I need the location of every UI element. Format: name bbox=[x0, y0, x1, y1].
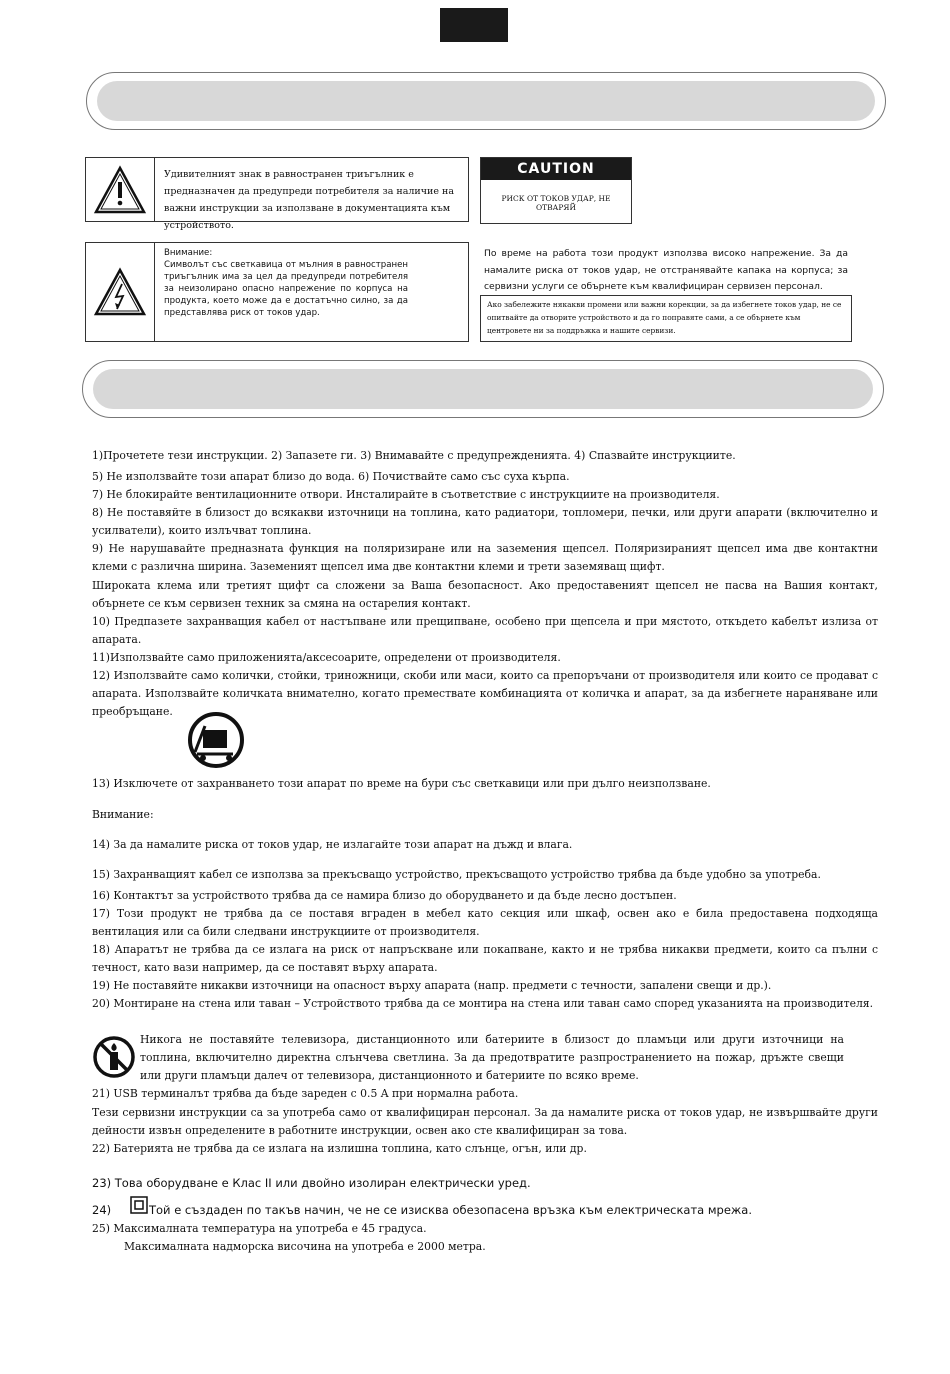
instruction-15: 15) Захранващият кабел се използва за прекъсващо устройство, прекъсващото устройство трябва да бъде удобно за употреба. bbox=[92, 868, 821, 881]
caution-label: CAUTION bbox=[481, 158, 631, 180]
section-banner-1 bbox=[86, 72, 886, 130]
instruction-19: 19) Не поставяйте никакви източници на опасност върху апарата (напр. предмети с течности, запалени свещи и др.). bbox=[92, 979, 772, 992]
instruction-25: 25) Максималната температура на употреба е 45 градуса. bbox=[92, 1222, 427, 1235]
instruction-9: 9) Не нарушавайте предназната функция на поляризиране или на заземения щепсел. Поляризираният щепсел има две контактни клеми с различна ширина. Заземеният щепсел има две контактни клеми и трети заземяващ щифт. bbox=[92, 542, 878, 573]
lightning-text: Символът със светкавица от мълния в равностранен триъгълник има за цел да предупреди потребителя за неизолирано опасно напрежение по корпуса на продукта, което може да е достатъчно силно, за да представлява риск от токов удар. bbox=[164, 260, 408, 318]
section-banner-2 bbox=[82, 360, 884, 418]
instruction-24-number: 24) bbox=[92, 1203, 112, 1217]
instruction-9-cont: Широката клема или третият щифт са сложени за Ваша безопасност. Ако предоставеният щепсел не пасва на Вашия контакт, обърнете се към сервизен техник за смяна на остарелия контакт. bbox=[92, 579, 878, 610]
lightning-triangle-icon bbox=[92, 266, 148, 318]
instruction-7: 7) Не блокирайте вентилационните отвори. Инсталирайте в съответствие с инструкциите на производителя. bbox=[92, 488, 720, 501]
instruction-14: 14) За да намалите риска от токов удар, не излагайте този апарат на дъжд и влага. bbox=[92, 838, 573, 851]
instruction-22: 22) Батерията не трябва да се излага на излишна топлина, като слънце, огън, или др. bbox=[92, 1142, 587, 1155]
instruction-11: 11)Използвайте само приложенията/аксесоарите, определени от производителя. bbox=[92, 651, 561, 664]
instruction-8: 8) Не поставяйте в близост до всякакви източници на топлина, като радиатори, топломери, печки, или други апарати (включително и усилватели), които излъчват топлина. bbox=[92, 506, 878, 537]
instruction-18: 18) Апаратът не трябва да се излага на риск от напръскване или покапване, както и не трябва никакви предмети, които са пълни с течност, като вази например, да се поставят върху апарата. bbox=[92, 943, 878, 974]
no-open-flame-icon bbox=[92, 1035, 136, 1079]
exclamation-triangle-icon bbox=[92, 164, 148, 216]
double-insulation-icon bbox=[130, 1196, 148, 1214]
changes-text: Ако забележите някакви промени или важни корекции, за да избегнете токов удар, не се опитвайте да отворите устройството и да го поправяте сами, а се обърнете към центровете ни за поддръжка и нашите сервизи. bbox=[487, 300, 842, 335]
instruction-16: 16) Контактът за устройството трябва да се намира близо до оборудването и да бъде лесно достъпен. bbox=[92, 889, 677, 902]
instruction-12: 12) Използвайте само колички, стойки, триножници, скоби или маси, които са препоръчани от производителя или които се продават с апарата. Използвайте количката внимателно, когато премествате комбинацията от количка и апарат, за да избегнете нараняване или преобръщане. bbox=[92, 669, 878, 718]
caution-text: РИСК ОТ ТОКОВ УДАР, НЕ ОТВАРЯЙ bbox=[501, 194, 611, 212]
instruction-25-altitude: Максималната надморска височина на употреба е 2000 метра. bbox=[124, 1240, 486, 1253]
exclamation-text: Удивителният знак в равностранен триъгълник е предназначен да предупреди потребителя за наличие на важни инструкции за използване в документацията към устройството. bbox=[164, 169, 455, 231]
changes-box bbox=[480, 295, 852, 342]
instruction-24: Той е създаден по такъв начин, че не се изисква обезопасена връзка към електрическата мрежа. bbox=[149, 1203, 752, 1217]
instruction-1-4: 1)Прочетете тези инструкции. 2) Запазете ги. 3) Внимавайте с предупрежденията. 4) Спазвайте инструкциите. bbox=[92, 449, 736, 462]
exclamation-warning-box bbox=[85, 157, 469, 231]
instruction-20: 20) Монтиране на стена или таван – Устройството трябва да се монтира на стена или таван само според указанията на производителя. bbox=[92, 997, 874, 1010]
page-tab bbox=[440, 8, 508, 42]
flame-warning-text: Никога не поставяйте телевизора, дистанционното или батериите в близост до пламъци или други източници на топлина, включително директна слънчева светлина. За да предотвратите разпространението на пожар, дръжте свещи или други пламъци далеч от телевизора, дистанционното и батериите по всяко време. bbox=[140, 1033, 844, 1082]
lightning-title: Внимание: bbox=[164, 248, 213, 258]
instruction-13: 13) Изключете от захранването този апарат по време на бури със светкавици или при дълго неизползване. bbox=[92, 777, 711, 790]
service-note: Тези сервизни инструкции са за употреба само от квалифициран персонал. За да намалите риска от токов удар, не извършвайте други дейности извън определените в работните инструкции, освен ако сте квалифициран за това. bbox=[92, 1106, 878, 1137]
instruction-5-6: 5) Не използвайте този апарат близо до вода. 6) Почиствайте само със суха кърпа. bbox=[92, 470, 570, 483]
instruction-23: 23) Това оборудване е Клас II или двойно изолиран електрически уред. bbox=[92, 1176, 531, 1190]
instruction-10: 10) Предпазете захранващия кабел от настъпване или прещипване, особено при щепсела и при мястото, откъдето кабелът излиза от апарата. bbox=[92, 615, 878, 646]
caution-box bbox=[480, 157, 632, 224]
lightning-warning-box bbox=[85, 242, 469, 342]
attention-label: Внимание: bbox=[92, 808, 154, 821]
instruction-21: 21) USB терминалът трябва да бъде зареден с 0.5 A при нормална работа. bbox=[92, 1087, 519, 1100]
instruction-17: 17) Този продукт не трябва да се поставя вграден в мебел като секция или шкаф, освен ако е била предоставена подходяща вентилация или са били следвани инструкциите от производителя. bbox=[92, 907, 878, 938]
cart-tip-over-icon bbox=[183, 712, 249, 768]
high-voltage-text: По време на работа този продукт използва високо напрежение. За да намалите риска от токов удар, не отстранявайте капака на корпуса; за сервизни услуги се обърнете към квалифициран сервизен персонал. bbox=[484, 248, 848, 292]
